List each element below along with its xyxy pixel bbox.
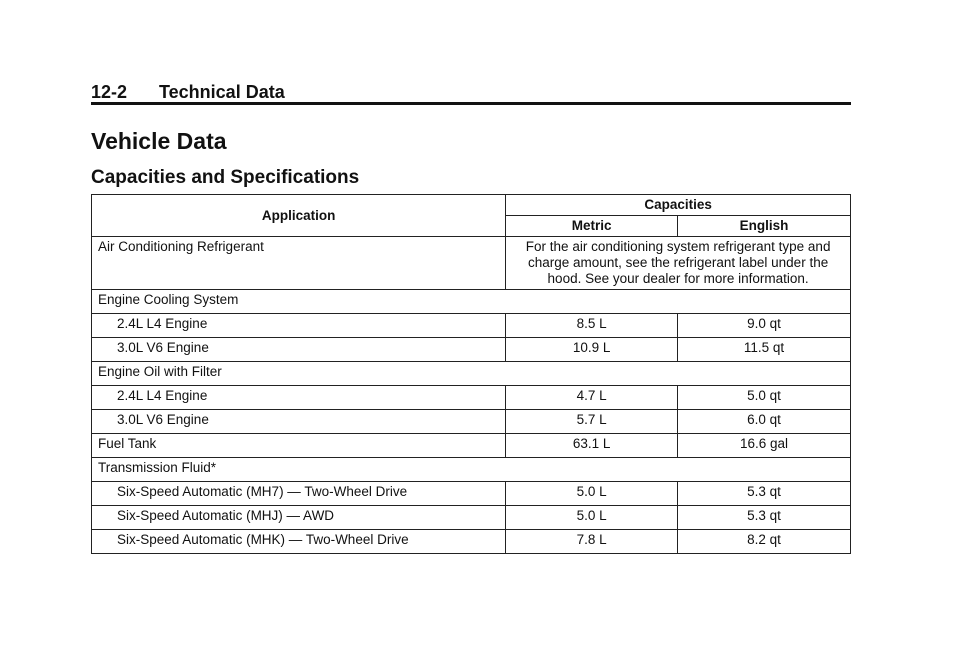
- row-metric: 4.7 L: [506, 386, 678, 410]
- application-header: Application: [92, 195, 506, 237]
- row-metric: 8.5 L: [506, 314, 678, 338]
- header-rule: [91, 102, 851, 105]
- table-row: [92, 434, 851, 458]
- row-english: 8.2 qt: [678, 530, 851, 554]
- table-row: [92, 386, 851, 410]
- table-row: [92, 237, 851, 290]
- row-metric: 5.0 L: [506, 506, 678, 530]
- row-english: 5.0 qt: [678, 386, 851, 410]
- fuel-tank-english: 16.6 gal: [678, 434, 851, 458]
- row-label: Six-Speed Automatic (MHJ) — AWD: [92, 506, 506, 530]
- ac-refrigerant-label: Air Conditioning Refrigerant: [92, 237, 506, 290]
- row-label: 2.4L L4 Engine: [92, 314, 506, 338]
- row-english: 5.3 qt: [678, 506, 851, 530]
- row-label: 3.0L V6 Engine: [92, 338, 506, 362]
- row-english: 11.5 qt: [678, 338, 851, 362]
- engine-oil-label: Engine Oil with Filter: [92, 362, 851, 386]
- table-row: [92, 362, 851, 386]
- metric-header: Metric: [506, 216, 678, 237]
- capacities-table: [91, 194, 851, 554]
- table-header-row: [92, 195, 851, 216]
- row-label: Six-Speed Automatic (MHK) — Two-Wheel Drive: [92, 530, 506, 554]
- ac-refrigerant-note: For the air conditioning system refrigerant type and charge amount, see the refrigerant label under the hood. See your dealer for more information.: [506, 237, 851, 290]
- table-row: [92, 530, 851, 554]
- row-metric: 5.0 L: [506, 482, 678, 506]
- capacities-header: Capacities: [506, 195, 851, 216]
- page-header: [91, 80, 851, 104]
- row-metric: 10.9 L: [506, 338, 678, 362]
- english-header: English: [678, 216, 851, 237]
- row-english: 5.3 qt: [678, 482, 851, 506]
- transmission-fluid-label: Transmission Fluid*: [92, 458, 851, 482]
- table-row: [92, 506, 851, 530]
- row-english: 6.0 qt: [678, 410, 851, 434]
- table-row: [92, 458, 851, 482]
- table-row: [92, 314, 851, 338]
- page-number: 12-2: [91, 82, 128, 102]
- subsection-title: Capacities and Specifications: [91, 167, 360, 188]
- table-row: [92, 290, 851, 314]
- section-title: Vehicle Data: [91, 128, 227, 154]
- row-metric: 5.7 L: [506, 410, 678, 434]
- row-label: Six-Speed Automatic (MH7) — Two-Wheel Drive: [92, 482, 506, 506]
- row-english: 9.0 qt: [678, 314, 851, 338]
- row-metric: 7.8 L: [506, 530, 678, 554]
- fuel-tank-metric: 63.1 L: [506, 434, 678, 458]
- table-row: [92, 482, 851, 506]
- cooling-system-label: Engine Cooling System: [92, 290, 851, 314]
- table-row: [92, 410, 851, 434]
- fuel-tank-label: Fuel Tank: [92, 434, 506, 458]
- table-row: [92, 338, 851, 362]
- row-label: 3.0L V6 Engine: [92, 410, 506, 434]
- row-label: 2.4L L4 Engine: [92, 386, 506, 410]
- chapter-title: Technical Data: [159, 82, 285, 102]
